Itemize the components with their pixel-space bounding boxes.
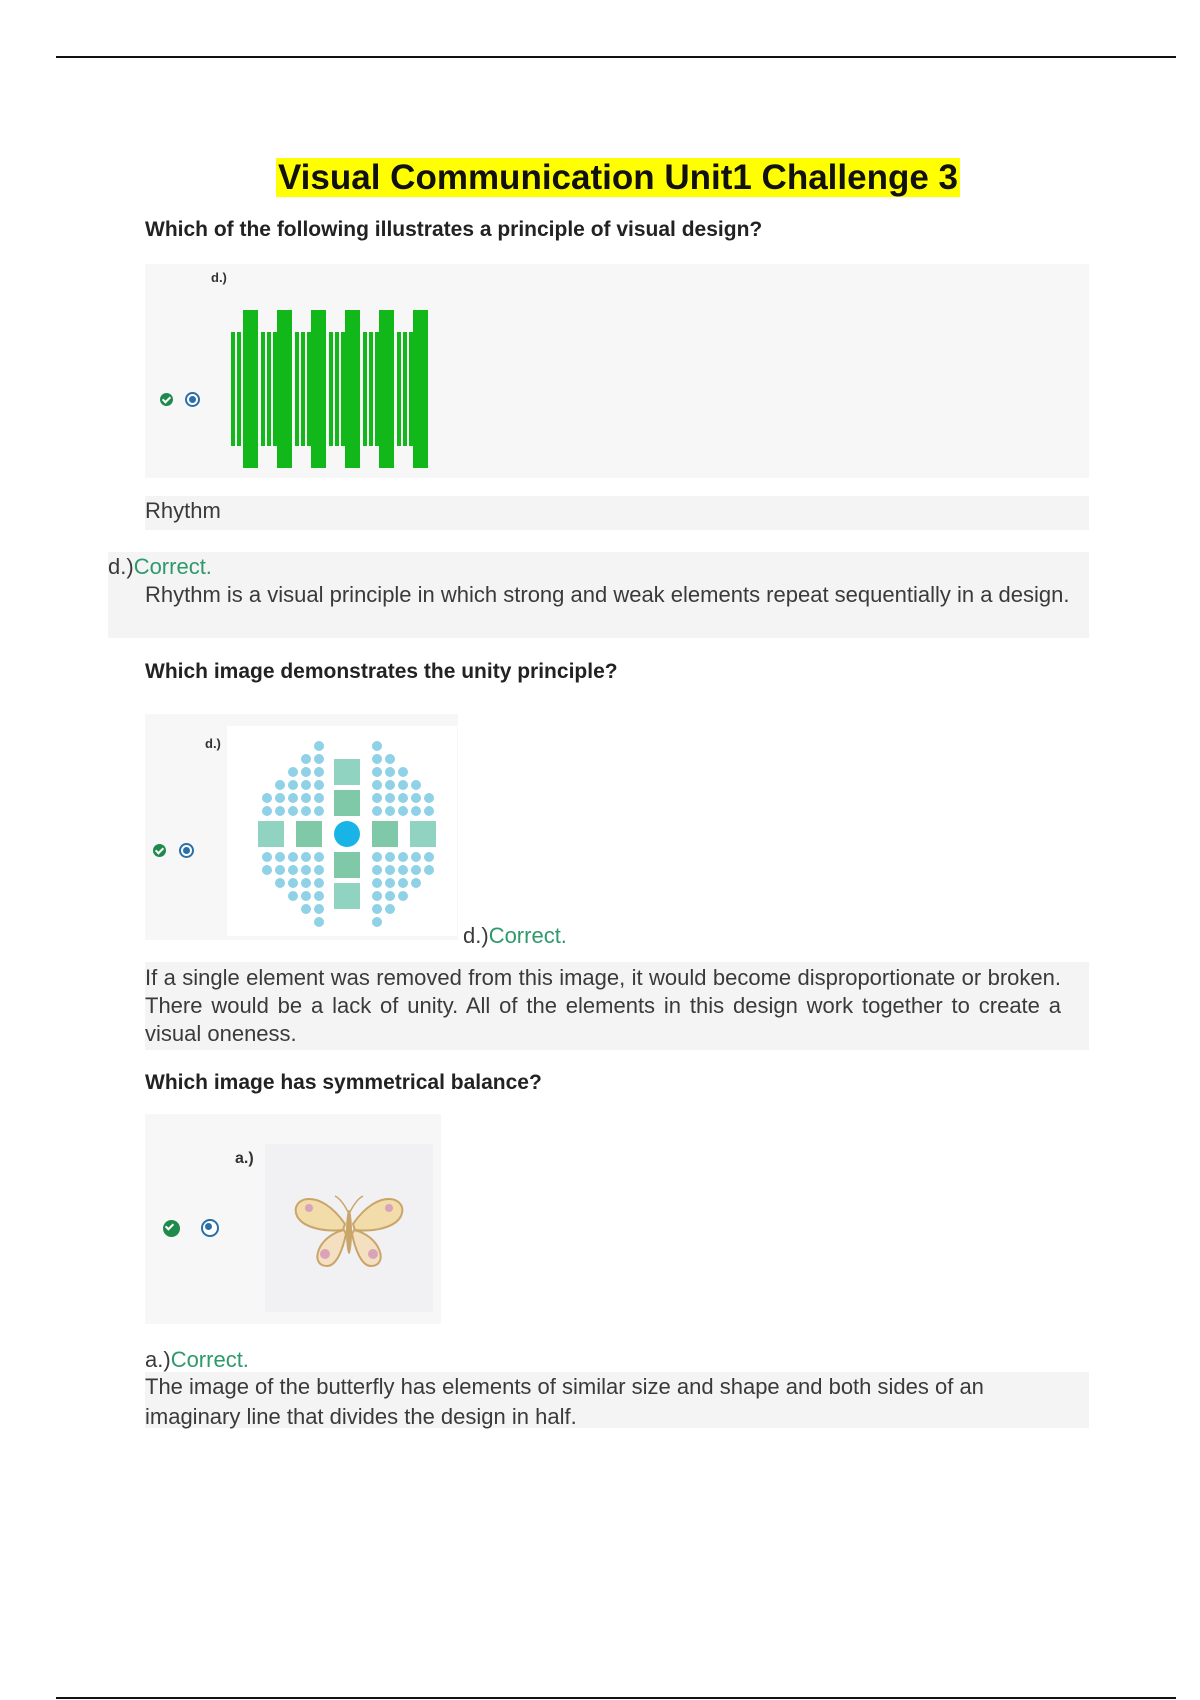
- question-3-explanation-box: [145, 1372, 1089, 1428]
- pattern-dot: [398, 878, 408, 888]
- pattern-dot: [398, 865, 408, 875]
- pattern-dot: [288, 780, 298, 790]
- pattern-dot: [385, 865, 395, 875]
- pattern-dot: [301, 806, 311, 816]
- pattern-square: [334, 883, 360, 909]
- pattern-dot: [314, 754, 324, 764]
- pattern-dot: [275, 780, 285, 790]
- question-2-text: Which image demonstrates the unity principle?: [145, 660, 618, 683]
- pattern-dot: [385, 767, 395, 777]
- pattern-dot: [411, 806, 421, 816]
- pattern-square: [296, 821, 322, 847]
- pattern-dot: [424, 793, 434, 803]
- pattern-dot: [372, 917, 382, 927]
- pattern-dot: [275, 793, 285, 803]
- weak-bar: [261, 332, 265, 446]
- question-1-feedback-box: [108, 552, 1089, 638]
- weak-bar: [267, 332, 271, 446]
- question-1-text: Which of the following illustrates a principle of visual design?: [145, 218, 763, 241]
- top-rule: [56, 56, 1176, 58]
- butterfly-icon: [265, 1144, 433, 1312]
- explanation-text: Rhythm is a visual principle in which strong and weak elements repeat sequentially in a design.: [145, 582, 1070, 607]
- pattern-dot: [372, 793, 382, 803]
- pattern-dot: [372, 806, 382, 816]
- weak-bar: [363, 332, 367, 446]
- pattern-dot: [424, 806, 434, 816]
- result-correct: Correct.: [170, 1347, 249, 1372]
- pattern-dot: [411, 780, 421, 790]
- butterfly-image: [265, 1144, 433, 1312]
- pattern-dot: [262, 793, 272, 803]
- pattern-dot: [372, 741, 382, 751]
- pattern-dot: [411, 865, 421, 875]
- strong-bar: [345, 310, 360, 468]
- question-3-result-line: [145, 1345, 249, 1375]
- pattern-dot: [398, 793, 408, 803]
- pattern-dot: [314, 865, 324, 875]
- explanation-text: If a single element was removed from this image, it would become disproportionate or broken. There would be a lack of unity. All of the elements in this design work together to create a visual oneness.: [145, 965, 1061, 1046]
- result-prefix: d.): [463, 923, 489, 948]
- pattern-dot: [314, 806, 324, 816]
- pattern-dot: [411, 793, 421, 803]
- strong-bar: [379, 310, 394, 468]
- pattern-dot: [385, 878, 395, 888]
- pattern-dot: [372, 767, 382, 777]
- strong-bar: [413, 310, 428, 468]
- pattern-dot: [372, 852, 382, 862]
- pattern-dot: [301, 754, 311, 764]
- weak-bar: [375, 332, 379, 446]
- strong-bar: [243, 310, 258, 468]
- weak-bar: [403, 332, 407, 446]
- pattern-dot: [385, 852, 395, 862]
- pattern-dot: [262, 806, 272, 816]
- pattern-dot: [385, 904, 395, 914]
- pattern-dot: [275, 852, 285, 862]
- pattern-dot: [372, 891, 382, 901]
- pattern-dot: [314, 852, 324, 862]
- pattern-dot: [411, 878, 421, 888]
- pattern-dot: [314, 793, 324, 803]
- question-1-answer-box: [145, 496, 1089, 530]
- pattern-dot: [288, 891, 298, 901]
- rhythm-bars-image: [230, 264, 610, 478]
- pattern-dot: [398, 852, 408, 862]
- pattern-dot: [411, 852, 421, 862]
- pattern-square: [334, 852, 360, 878]
- pattern-dot: [372, 904, 382, 914]
- page-title: [0, 158, 1200, 198]
- weak-bar: [237, 332, 241, 446]
- pattern-square: [372, 821, 398, 847]
- radio-selected-icon[interactable]: [201, 1219, 219, 1237]
- option-label: d.): [205, 736, 221, 751]
- pattern-dot: [398, 780, 408, 790]
- weak-bar: [295, 332, 299, 446]
- pattern-dot: [372, 780, 382, 790]
- pattern-dot: [424, 865, 434, 875]
- question-3-text: Which image has symmetrical balance?: [145, 1071, 542, 1094]
- weak-bar: [341, 332, 345, 446]
- pattern-dot: [398, 767, 408, 777]
- explanation-text: The image of the butterfly has elements of similar size and shape and both sides of an imaginary line that divides the design in half.: [145, 1374, 984, 1429]
- result-correct: Correct.: [133, 554, 212, 579]
- strong-bar: [311, 310, 326, 468]
- pattern-dot: [372, 878, 382, 888]
- weak-bar: [409, 332, 413, 446]
- question-2-explanation-box: [145, 962, 1089, 1050]
- weak-bar: [397, 332, 401, 446]
- pattern-dot: [288, 878, 298, 888]
- pattern-dot: [288, 865, 298, 875]
- pattern-dot: [314, 878, 324, 888]
- check-circle-icon: [163, 1220, 180, 1237]
- pattern-dot: [262, 852, 272, 862]
- weak-bar: [273, 332, 277, 446]
- option-label: d.): [211, 270, 227, 285]
- result-prefix: d.): [108, 554, 134, 579]
- weak-bar: [369, 332, 373, 446]
- pattern-dot: [275, 865, 285, 875]
- pattern-dot: [398, 806, 408, 816]
- result-line: [108, 552, 212, 582]
- pattern-square: [334, 759, 360, 785]
- pattern-dot: [288, 793, 298, 803]
- question-2-result-line: [463, 921, 567, 951]
- pattern-dot: [301, 767, 311, 777]
- pattern-dot: [314, 904, 324, 914]
- pattern-dot: [301, 891, 311, 901]
- pattern-dot: [385, 891, 395, 901]
- pattern-dot: [301, 865, 311, 875]
- pattern-dot: [372, 754, 382, 764]
- radio-selected-icon[interactable]: [185, 392, 200, 407]
- question-2-option-panel: [145, 714, 458, 940]
- pattern-dot: [301, 793, 311, 803]
- check-circle-icon: [153, 844, 166, 857]
- pattern-dot: [385, 806, 395, 816]
- radio-selected-icon[interactable]: [179, 843, 194, 858]
- weak-bar: [307, 332, 311, 446]
- pattern-dot: [314, 891, 324, 901]
- pattern-dot: [288, 852, 298, 862]
- check-circle-icon: [160, 393, 173, 406]
- pattern-square: [258, 821, 284, 847]
- pattern-center-circle: [334, 821, 360, 847]
- pattern-dot: [301, 904, 311, 914]
- weak-bar: [329, 332, 333, 446]
- pattern-square: [334, 790, 360, 816]
- pattern-dot: [385, 780, 395, 790]
- pattern-square: [410, 821, 436, 847]
- pattern-dot: [262, 865, 272, 875]
- pattern-dot: [314, 780, 324, 790]
- pattern-dot: [288, 806, 298, 816]
- result-correct: Correct.: [488, 923, 567, 948]
- strong-bar: [277, 310, 292, 468]
- pattern-dot: [372, 865, 382, 875]
- title-highlight: Visual Communication Unit1 Challenge 3: [277, 158, 959, 197]
- option-label: a.): [235, 1150, 254, 1167]
- unity-pattern-image: [227, 726, 457, 936]
- pattern-dot: [398, 891, 408, 901]
- weak-bar: [335, 332, 339, 446]
- pattern-dot: [275, 878, 285, 888]
- pattern-dot: [301, 852, 311, 862]
- question-1-option-panel: [145, 264, 1089, 478]
- pattern-dot: [288, 767, 298, 777]
- result-prefix: a.): [145, 1347, 171, 1372]
- pattern-dot: [314, 917, 324, 927]
- pattern-dot: [385, 754, 395, 764]
- bottom-rule: [56, 1697, 1176, 1699]
- weak-bar: [231, 332, 235, 446]
- pattern-dot: [301, 780, 311, 790]
- pattern-dot: [314, 741, 324, 751]
- pattern-dot: [275, 806, 285, 816]
- pattern-dot: [424, 852, 434, 862]
- question-3-option-panel: [145, 1114, 441, 1324]
- pattern-dot: [385, 793, 395, 803]
- pattern-dot: [314, 767, 324, 777]
- pattern-dot: [301, 878, 311, 888]
- weak-bar: [301, 332, 305, 446]
- answer-text: Rhythm: [145, 498, 221, 523]
